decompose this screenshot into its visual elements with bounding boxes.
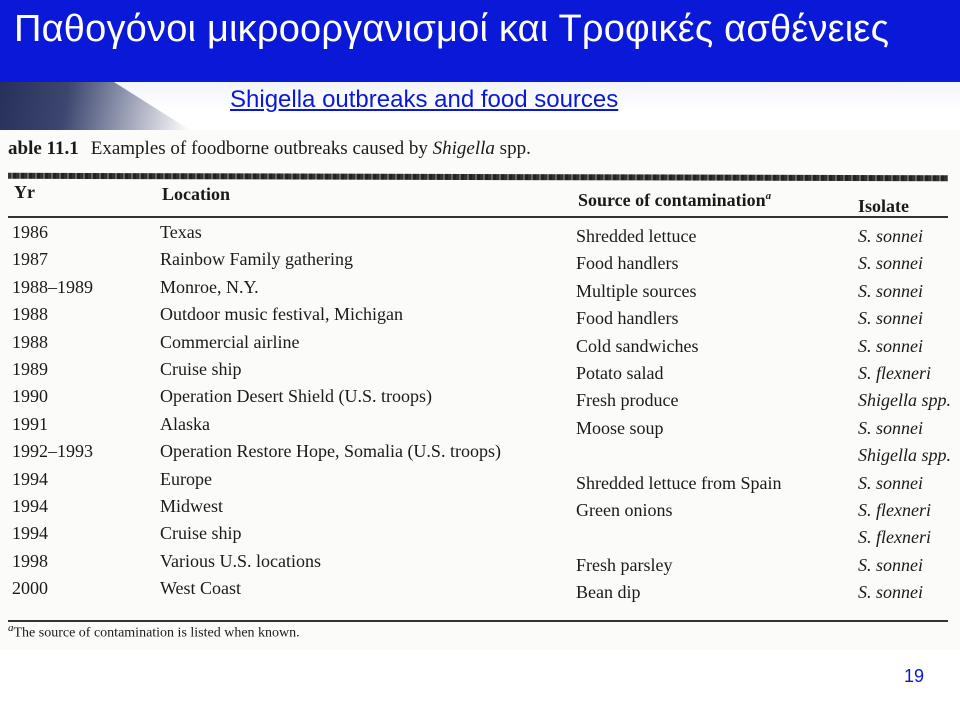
cell-location: Commercial airline (160, 331, 300, 352)
cell-source: Cold sandwiches (576, 335, 699, 356)
cell-source: Bean dip (576, 582, 641, 603)
cell-isolate: S. flexneri (858, 500, 931, 520)
cell-yr: 1988–1989 (12, 276, 93, 297)
slide-subtitle[interactable]: Shigella outbreaks and food sources (230, 86, 619, 113)
cell-location: West Coast (160, 578, 242, 599)
cell-isolate: S. sonnei (858, 582, 923, 603)
cell-isolate: S. sonnei (858, 335, 923, 356)
table-top-rule (8, 173, 948, 181)
cell-source: Green onions (576, 500, 673, 520)
cell-location: Outdoor music festival, Michigan (160, 304, 403, 325)
cell-location: Europe (160, 468, 212, 489)
cell-location: Rainbow Family gathering (160, 249, 353, 270)
header-source (578, 190, 771, 211)
subtitle-band-shadow (0, 82, 190, 130)
cell-location: Texas (160, 222, 202, 242)
cell-source: Fresh produce (576, 390, 679, 411)
cell-source: Multiple sources (576, 280, 697, 301)
scanned-table-image (0, 130, 960, 650)
cell-yr: 1989 (12, 359, 48, 379)
cell-isolate: S. sonnei (858, 554, 923, 575)
cell-source: Shredded lettuce from Spain (576, 472, 782, 493)
cell-source: Food handlers (576, 253, 679, 274)
caption-genus: Shigella (432, 138, 495, 159)
cell-location: Monroe, N.Y. (160, 276, 259, 297)
cell-yr: 2000 (12, 578, 48, 599)
header-source-text: Source of contamination (578, 190, 766, 210)
cell-location: Cruise ship (160, 523, 242, 544)
cell-location: Operation Restore Hope, Somalia (U.S. troops) (160, 441, 501, 462)
caption-suffix: spp. (494, 138, 531, 159)
cell-yr: 1994 (12, 496, 48, 516)
cell-source: Potato salad (576, 363, 664, 383)
footnote-text: The source of contamination is listed when known. (13, 625, 300, 641)
cell-yr: 1998 (12, 550, 48, 571)
cell-yr: 1992–1993 (12, 441, 93, 462)
footnote-mark: a (8, 622, 14, 634)
cell-yr: 1988 (12, 304, 48, 325)
cell-source: Food handlers (576, 308, 679, 329)
cell-yr: 1988 (12, 331, 48, 352)
cell-isolate: S. flexneri (858, 363, 931, 383)
cell-location: Operation Desert Shield (U.S. troops) (160, 386, 432, 407)
cell-yr: 1990 (12, 386, 48, 407)
table-caption (8, 138, 531, 160)
cell-isolate: S. sonnei (858, 472, 923, 493)
cell-yr: 1994 (12, 523, 48, 544)
cell-isolate: S. sonnei (858, 417, 923, 438)
caption-prefix: Examples of foodborne outbreaks caused by (90, 138, 433, 159)
cell-isolate: S. sonnei (858, 280, 923, 301)
cell-source: Shredded lettuce (576, 226, 697, 246)
table-footnote (8, 622, 300, 642)
cell-isolate: S. sonnei (858, 308, 923, 329)
cell-location: Various U.S. locations (160, 550, 321, 571)
header-rule (8, 216, 948, 218)
cell-isolate: Shigella spp. (858, 390, 951, 411)
footer-band (0, 650, 960, 716)
page-number: 19 (903, 666, 924, 686)
cell-isolate: S. sonnei (858, 253, 923, 274)
cell-location: Alaska (160, 413, 210, 434)
cell-source: Fresh parsley (576, 554, 673, 575)
cell-isolate: Shigella spp. (858, 445, 951, 466)
table-label: able 11.1 (8, 138, 79, 159)
header-yr: Yr (14, 182, 35, 202)
cell-isolate: S. flexneri (858, 527, 931, 548)
cell-yr: 1987 (12, 249, 48, 270)
header-location: Location (162, 184, 231, 204)
cell-yr: 1991 (12, 413, 48, 434)
cell-yr: 1986 (12, 222, 48, 242)
header-isolate: Isolate (858, 196, 909, 216)
cell-location: Midwest (160, 496, 223, 516)
slide-title: Παθογόνοι μικροοργανισμοί και Τροφικές ασθένειες (14, 8, 890, 50)
cell-source: Moose soup (576, 417, 664, 438)
header-source-mark: a (765, 190, 772, 202)
cell-location: Cruise ship (160, 359, 242, 379)
cell-yr: 1994 (12, 468, 48, 489)
cell-isolate: S. sonnei (858, 226, 923, 246)
